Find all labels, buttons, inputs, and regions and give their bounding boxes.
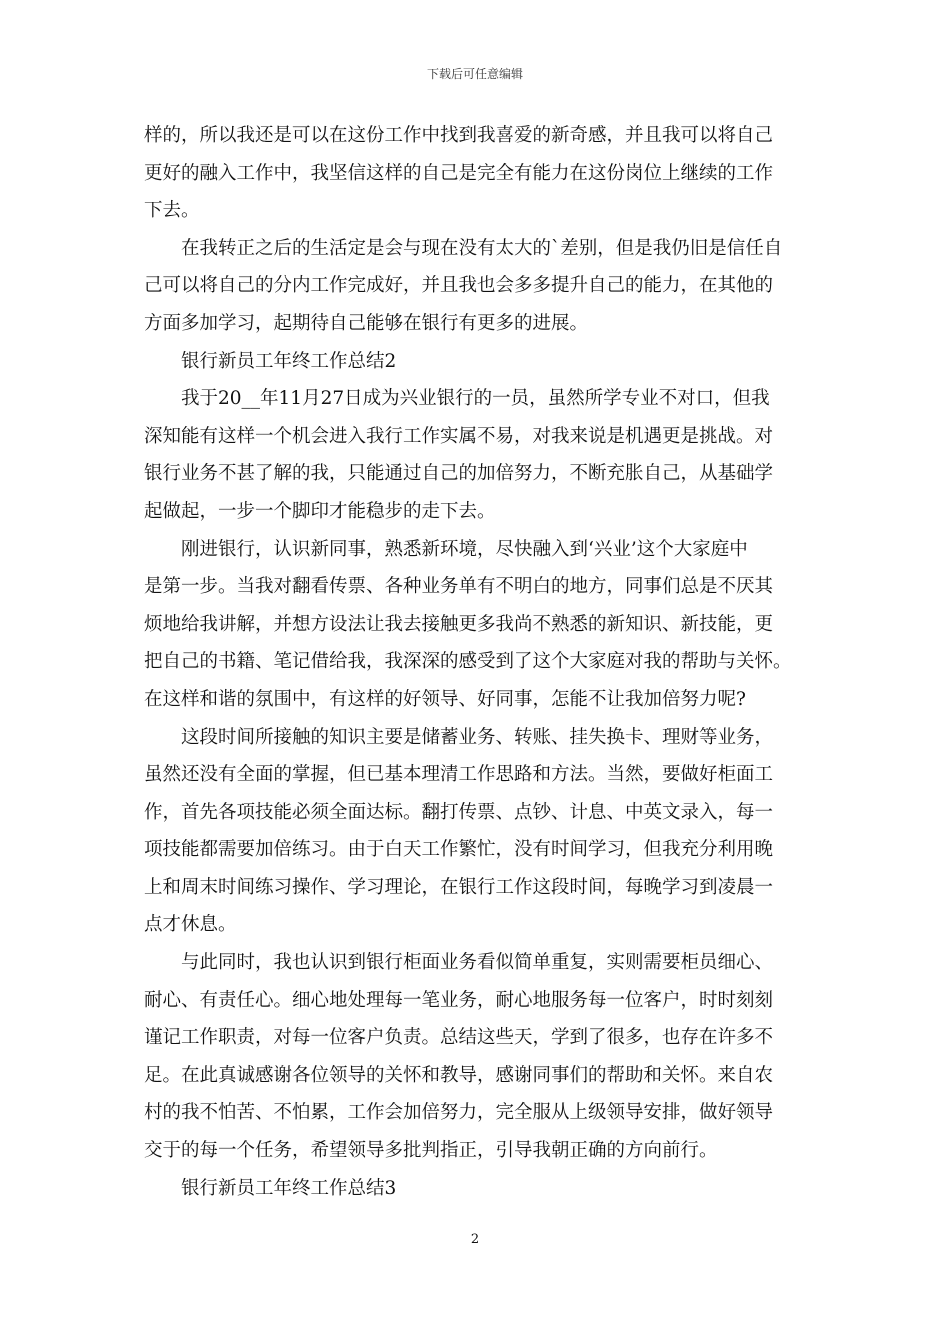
section-heading-3: 银行新员工年终工作总结3	[144, 1177, 397, 1199]
paragraph-continuation: 样的，所以我还是可以在这份工作中找到我喜爱的新奇感，并且我可以将自己 更好的融入工作中，我坚信这样的自己是完全有能力在这份岗位上继续的工作 下去。	[144, 125, 774, 222]
paragraph-joining-bank: 我于20__年11月27日成为兴业银行的一员，虽然所学专业不对口，但我 深知能有这样一个机会进入我行工作实属不易，对我来说是机遇更是挑战。对 银行业务不甚了解的我，只能通过自己的加倍努力，不断充胀自己，从基础学 起做起，一步一个脚印才能稳步的走下去。	[144, 388, 774, 522]
document-body	[144, 117, 809, 1207]
page-header: 下载后可任意编辑	[426, 67, 523, 81]
paragraph-new-environment: 刚进银行，认识新同事，熟悉新环境，尽快融入到‘兴业’这个大家庭中 是第一步。当我对翻看传票、各种业务单有不明白的地方，同事们总是不厌其 烦地给我讲解，并想方设法让我去接触更多我尚不熟悉的新知识、新技能，更 把自己的书籍、笔记借给我，我深深的感受到了这个大家庭对我的帮助与关怀。 在这样和谐的氛围中，有这样的好领导、好同事，怎能不让我加倍努力呢?	[144, 538, 792, 710]
paragraph-after-confirmation: 在我转正之后的生活定是会与现在没有太大的`差别，但是我仍旧是信任自 己可以将自己的分内工作完成好，并且我也会多多提升自己的能力，在其他的 方面多加学习，起期待自己能够在银行有更多的进展。	[144, 237, 783, 334]
page-number: 2	[470, 1232, 480, 1247]
section-heading-2: 银行新员工年终工作总结2	[144, 350, 397, 372]
paragraph-responsibility: 与此同时，我也认识到银行柜面业务看似简单重复，实则需要柜员细心、 耐心、有责任心。细心地处理每一笔业务，耐心地服务每一位客户，时时刻刻 谨记工作职责，对每一位客户负责。总结这些天，学到了很多，也存在许多不 足。在此真诚感谢各位领导的关怀和教导，感谢同事们的帮助和关怀。来自农 村的我不怕苦、不怕累，工作会加倍努力，完全服从上级领导安排，做好领导 交于的每一个任务，希望领导多批判指正，引导我朝正确的方向前行。	[144, 952, 774, 1162]
paragraph-knowledge-skills: 这段时间所接触的知识主要是储蓄业务、转账、挂失换卡、理财等业务， 虽然还没有全面的掌握，但已基本理清工作思路和方法。当然，要做好柜面工 作，首先各项技能必须全面达标。翻打传票、点钞、计息、中英文录入，每一 项技能都需要加倍练习。由于白天工作繁忙，没有时间学习，但我充分利用晚 上和周末时间练习操作、学习理论，在银行工作这段时间，每晚学习到凌晨一 点才休息。	[144, 726, 774, 936]
